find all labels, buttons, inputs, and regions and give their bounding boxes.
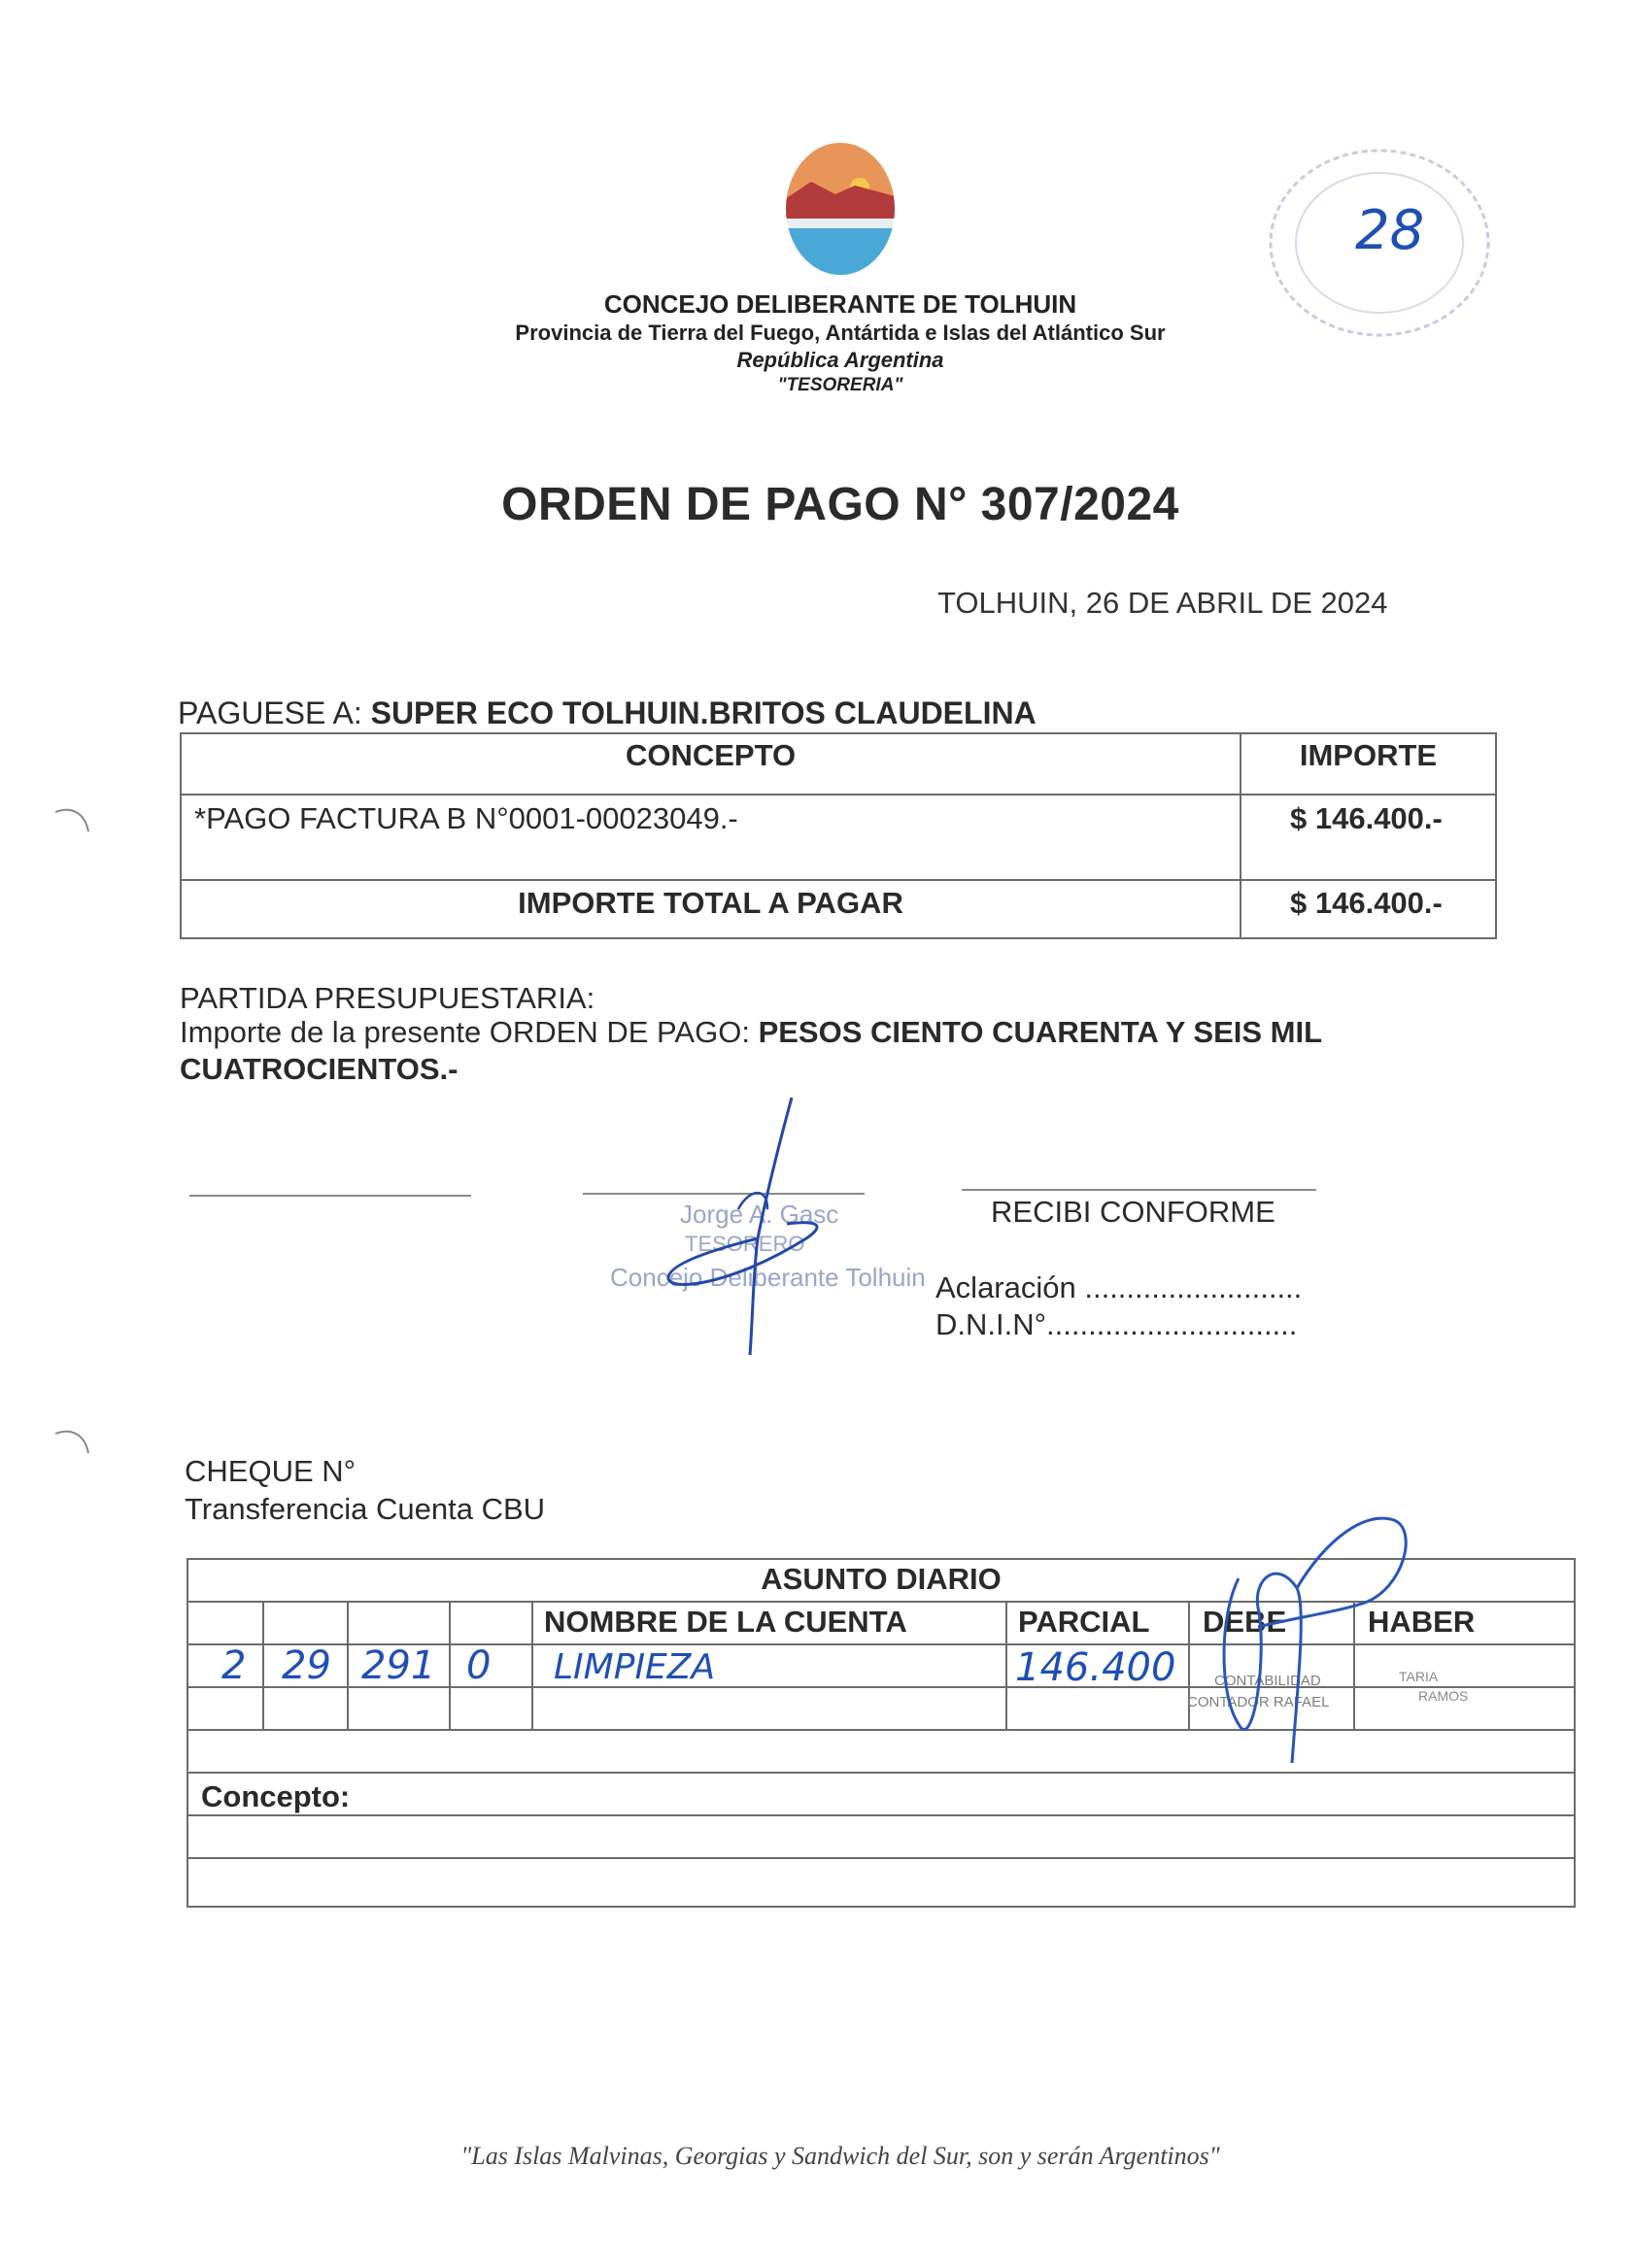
payee-name: SUPER ECO TOLHUIN.BRITOS CLAUDELINA	[370, 695, 1037, 730]
journal-col-partial: PARCIAL	[1018, 1605, 1150, 1639]
stamp-number: 28	[1355, 199, 1425, 262]
journal-col-credit: HABER	[1368, 1605, 1476, 1639]
department: "TESORERIA"	[777, 375, 903, 395]
journal-col-account: NOMBRE DE LA CUENTA	[544, 1605, 907, 1639]
hand-account: LIMPIEZA	[554, 1647, 716, 1687]
accounting-stamp-1: CONTABILIDAD	[1214, 1673, 1321, 1689]
hand-code-2: 29	[282, 1643, 331, 1688]
accounting-stamp-2: CONTADOR RAFAEL	[1187, 1694, 1330, 1710]
received-label: RECIBI CONFORME	[991, 1195, 1275, 1229]
hand-code-4: 0	[466, 1643, 492, 1688]
org-name: CONCEJO DELIBERANTE DE TOLHUIN	[603, 289, 1077, 319]
treasurer-stamp-name: Jorge A. Gasc	[680, 1200, 839, 1229]
accounting-stamp-4: RAMOS	[1418, 1688, 1469, 1704]
accounting-stamp-3: TARIA	[1399, 1669, 1439, 1684]
logo	[782, 141, 899, 277]
row-concept: *PAGO FACTURA B N°0001-00023049.-	[194, 801, 738, 835]
treasurer-stamp-org: Concejo Deliberante Tolhuin	[610, 1263, 926, 1292]
cheque-label: CHEQUE N°	[185, 1454, 357, 1488]
budget-amount-line	[180, 1015, 1322, 1050]
punch-mark-1	[53, 806, 92, 835]
journal-concept-label: Concepto:	[201, 1779, 351, 1813]
treasurer-stamp-role: TESORERO	[685, 1232, 805, 1256]
total-amount: $ 146.400.-	[1290, 886, 1443, 920]
budget-amount-prefix: Importe de la presente ORDEN DE PAGO:	[180, 1015, 750, 1049]
total-label: IMPORTE TOTAL A PAGAR	[518, 886, 903, 920]
header-concept: CONCEPTO	[625, 738, 797, 772]
signature-line-1	[189, 1195, 471, 1197]
hand-code-3: 291	[361, 1643, 436, 1688]
budget-amount-words-1: PESOS CIENTO CUARENTA Y SEIS MIL	[758, 1015, 1323, 1049]
transfer-label: Transferencia Cuenta CBU	[185, 1492, 546, 1526]
date-line: TOLHUIN, 26 DE ABRIL DE 2024	[937, 586, 1388, 620]
page-title: ORDEN DE PAGO N° 307/2024	[501, 479, 1179, 530]
country: República Argentina	[736, 348, 944, 372]
row-amount: $ 146.400.-	[1290, 801, 1443, 835]
treasurer-signature	[651, 1093, 845, 1365]
aclaracion-label: Aclaración ..........................	[935, 1270, 1303, 1304]
payee-line	[178, 695, 1037, 731]
journal-col-debit: DEBE	[1203, 1605, 1287, 1639]
province: Provincia de Tierra del Fuego, Antártida e Islas del Atlántico Sur	[515, 321, 1166, 345]
budget-label: PARTIDA PRESUPUESTARIA:	[180, 981, 595, 1015]
accountant-signature	[1200, 1501, 1423, 1782]
journal-title: ASUNTO DIARIO	[761, 1562, 1002, 1596]
punch-mark-2	[53, 1428, 92, 1457]
payee-label: PAGUESE A:	[178, 695, 362, 730]
footer-quote: "Las Islas Malvinas, Georgias y Sandwich del Sur, son y serán Argentinos"	[460, 2142, 1220, 2170]
dni-label: D.N.I.N°..............................	[935, 1307, 1298, 1341]
hand-partial: 146.400	[1015, 1645, 1176, 1690]
signature-line-3	[962, 1189, 1316, 1191]
hand-code-1: 2	[221, 1643, 247, 1688]
budget-amount-words-2: CUATROCIENTOS.-	[180, 1052, 459, 1086]
header-amount: IMPORTE	[1299, 738, 1438, 772]
